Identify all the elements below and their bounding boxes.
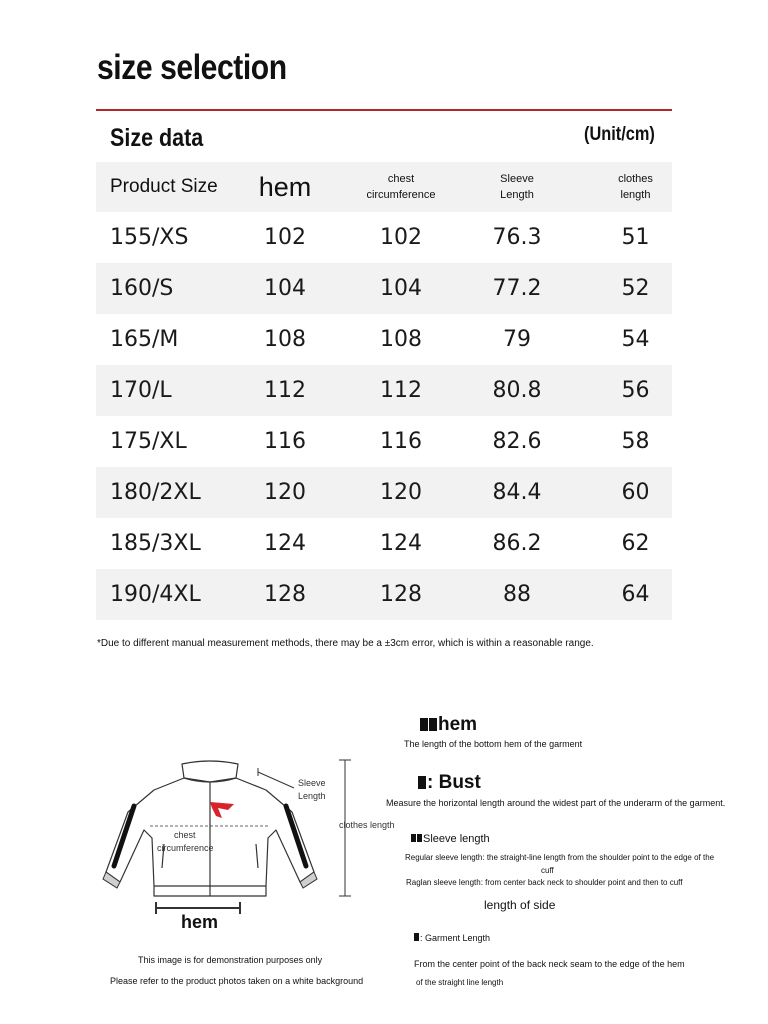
table-cell: 116 [264,429,306,454]
table-row [96,416,672,467]
sleeve-line-2: Length [500,189,534,201]
table-row [96,569,672,620]
diagram-label-chest-1: chest [174,830,196,840]
diagram-caption-1: This image is for demonstration purposes only [138,955,323,965]
table-cell: 190/4XL [96,569,227,620]
diagram-label-sleeve-1: Sleeve [298,778,326,788]
right-cuff [300,872,317,888]
sleeve-measure-arrow [258,772,294,788]
diagram-caption-2: Please refer to the product photos taken on a white background [110,976,364,986]
side-length-label: length of side [484,898,556,912]
table-cell: 108 [380,327,422,352]
sleeve-description-1: Regular sleeve length: the straight-line length from the shoulder point to the edge of the [405,853,715,862]
sleeve-badge-icon-2 [417,834,422,842]
garment-length-heading [414,933,490,943]
table-cell: 180/2XL [96,467,227,518]
diagram-label-clothes-length: clothes length [339,820,395,830]
hem-description: The length of the bottom hem of the garment [404,739,583,749]
jacket-diagram [98,752,398,922]
table-row [96,365,672,416]
table-body [96,212,672,620]
clothes-line-2: length [620,189,651,201]
chest-line-1: chest [387,173,415,185]
hem-badge-icon-2 [429,718,437,731]
table-cell: 128 [343,569,459,620]
table-cell: 112 [227,365,343,416]
table-cell: 104 [343,263,459,314]
size-table [96,162,672,620]
table-cell: 60 [575,467,672,518]
table-cell: 120 [343,467,459,518]
diagram-label-chest-2: circumference [157,843,214,853]
table-cell: 82.6 [492,429,542,454]
table-header-row [96,162,672,212]
column-header-chest [343,162,459,212]
left-cuff [103,872,120,888]
unit-label: (Unit/cm) [584,124,655,145]
table-cell: 77.2 [459,263,575,314]
table-cell: 102 [380,225,422,250]
table-cell: 102 [264,225,306,250]
table-cell: 86.2 [492,531,542,556]
sleeve-description-2: cuff [541,866,554,875]
garment-badge-icon [414,933,419,941]
table-cell: 64 [575,569,672,620]
table-cell: 88 [459,569,575,620]
chest-line-2: circumference [366,189,436,201]
bust-heading [418,772,481,794]
table-cell: 52 [575,263,672,314]
table-cell: 175/XL [110,429,187,454]
column-header-sleeve [459,162,575,212]
table-cell: 120 [227,467,343,518]
sleeve-heading-text: Sleeve length [423,833,490,845]
table-cell: 84.4 [459,467,575,518]
table-cell: 58 [621,429,650,454]
table-cell: 124 [380,531,422,556]
sleeve-line-1: Sleeve [500,173,534,185]
column-header-clothes-length [575,162,672,212]
table-cell: 104 [227,263,343,314]
table-row [96,518,672,569]
garment-description-1: From the center point of the back neck seam to the edge of the hem [414,959,685,969]
table-cell: 79 [503,327,531,352]
table-cell: 160/S [96,263,227,314]
table-cell: 124 [264,531,306,556]
brand-logo-icon [210,802,234,818]
table-cell: 112 [343,365,459,416]
table-row [96,314,672,365]
title-divider [96,109,672,111]
hem-heading [420,714,477,736]
section-subtitle: Size data [110,124,204,152]
table-cell: 80.8 [459,365,575,416]
table-row [96,212,672,263]
table-cell: 62 [621,531,650,556]
table-cell: 116 [380,429,422,454]
table-cell: 76.3 [492,225,542,250]
right-pocket [256,844,258,868]
hem-heading-text: hem [438,714,478,735]
diagram-label-sleeve-2: Length [298,791,326,801]
table-cell: 54 [621,327,650,352]
garment-heading-text: : Garment Length [420,933,491,943]
table-cell: 128 [227,569,343,620]
sleeve-heading [411,833,490,845]
sleeve-badge-icon [411,834,416,842]
bust-description: Measure the horizontal length around the widest part of the underarm of the garment. [386,798,726,808]
measurement-note: *Due to different manual measurement methods, there may be a ±3cm error, which is within a reasonable range. [97,638,594,649]
table-row [96,467,672,518]
sleeve-description-3: Raglan sleeve length: from center back neck to shoulder point and then to cuff [406,878,683,887]
table-cell: 51 [621,225,650,250]
collar-shape [182,761,238,782]
page-title: size selection [97,48,287,87]
table-cell: 155/XS [110,225,189,250]
column-header-product-size: Product Size [96,162,227,212]
table-cell: 170/L [96,365,227,416]
table-cell: 165/M [110,327,179,352]
table-cell: 185/3XL [110,531,201,556]
bust-badge-icon [418,776,426,789]
diagram-label-hem: hem [181,912,219,932]
table-cell: 108 [264,327,306,352]
table-cell: 56 [575,365,672,416]
hem-badge-icon [420,718,428,731]
bust-heading-text: : Bust [427,772,481,793]
garment-description-2: of the straight line length [416,978,504,987]
clothes-line-1: clothes [618,173,653,185]
table-row [96,263,672,314]
column-header-hem: hem [227,162,343,212]
